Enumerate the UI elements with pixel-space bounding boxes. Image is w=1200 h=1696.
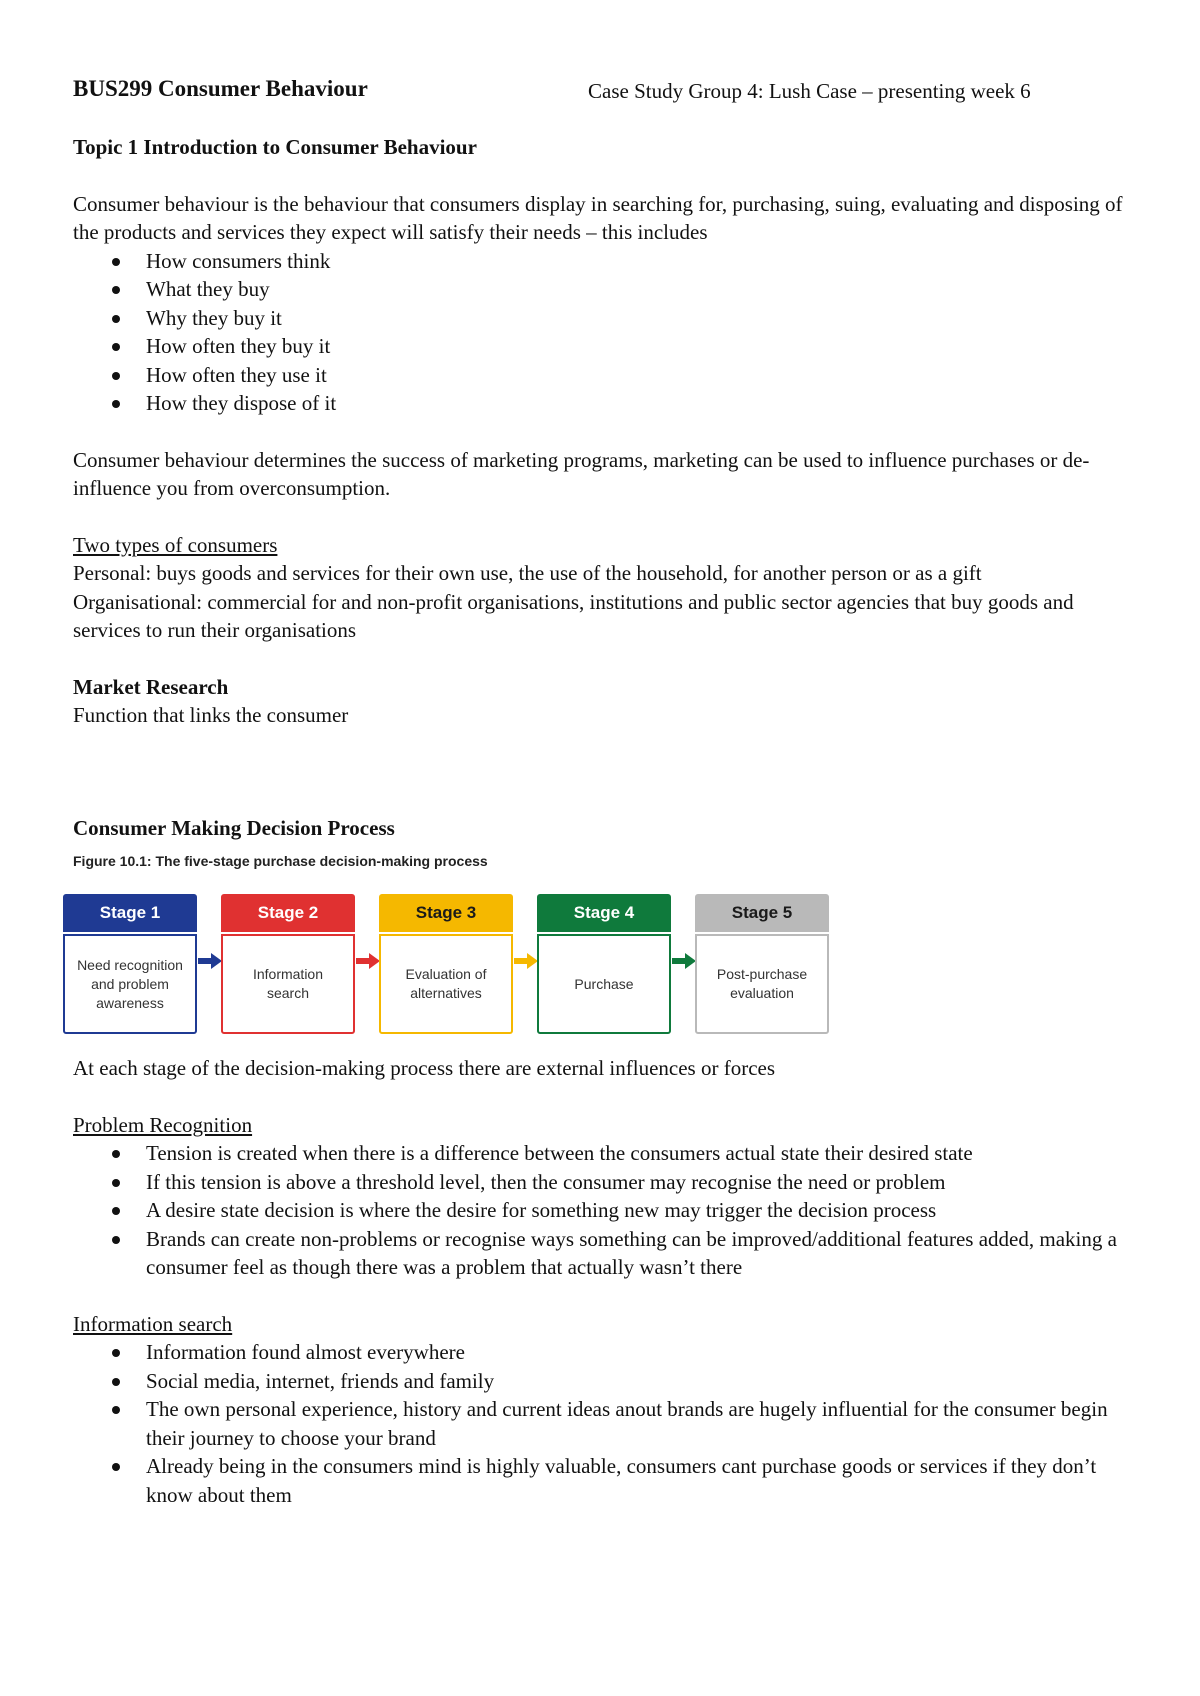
intro-paragraph: Consumer behaviour is the behaviour that consumers display in searching for, purchasing, suing, evaluating and disposing of the products and services they expect will satisfy their needs – this includes — [73, 191, 1123, 244]
list-item: Information found almost everywhere — [73, 1338, 1143, 1367]
list-item: Already being in the consumers mind is highly valuable, consumers cant purchase goods or services if they don’t know about them — [73, 1452, 1143, 1509]
stage-text: Information search — [221, 934, 355, 1034]
case-study-label: Case Study Group 4: Lush Case – presenting week 6 — [588, 79, 1031, 103]
list-item: Social media, internet, friends and family — [73, 1367, 1143, 1396]
information-search-heading: Information search — [73, 1311, 233, 1336]
stage-text: Post-purchase evaluation — [695, 934, 829, 1034]
stage-2 — [221, 894, 355, 1034]
course-title: BUS299 Consumer Behaviour — [73, 76, 368, 101]
stage-4 — [537, 894, 671, 1034]
stage-5 — [695, 894, 829, 1034]
problem-recognition-list — [73, 1139, 1143, 1282]
marketing-paragraph: Consumer behaviour determines the success of marketing programs, marketing can be used to influence purchases or de-influence you from overconsumption. — [73, 447, 1090, 500]
information-search-list — [73, 1338, 1143, 1509]
figure-caption: Figure 10.1: The five-stage purchase decision-making process — [73, 853, 488, 869]
list-item: If this tension is above a threshold level, then the consumer may recognise the need or problem — [73, 1168, 1143, 1197]
decision-process-heading: Consumer Making Decision Process — [73, 815, 395, 840]
consumer-types-heading: Two types of consumers — [73, 532, 278, 557]
list-item: A desire state decision is where the desire for something new may trigger the decision process — [73, 1196, 1143, 1225]
market-research-text: Function that links the consumer — [73, 703, 349, 727]
document-page — [73, 75, 1143, 1509]
problem-recognition-heading: Problem Recognition — [73, 1112, 253, 1137]
list-item: What they buy — [73, 275, 1143, 304]
list-item: Brands can create non-problems or recognise ways something can be improved/additional features added, making a consumer feel as though there was a problem that actually wasn’t there — [73, 1225, 1143, 1282]
personal-consumer-text: Personal: buys goods and services for their own use, the use of the household, for another person or as a gift — [73, 561, 982, 585]
organisational-consumer-text: Organisational: commercial for and non-profit organisations, institutions and public sector agencies that buy goods and services to run their organisations — [73, 589, 1074, 642]
arrow-right-icon — [514, 951, 538, 971]
arrow-right-icon — [672, 951, 696, 971]
arrow-right-icon — [356, 951, 380, 971]
external-influences-note: At each stage of the decision-making process there are external influences or forces — [73, 1056, 776, 1080]
stage-text: Need recognition and problem awareness — [63, 934, 197, 1034]
intro-list — [73, 247, 1143, 418]
list-item: How often they buy it — [73, 332, 1143, 361]
stage-label: Stage 2 — [221, 894, 355, 932]
document-header — [73, 75, 1143, 105]
topic-heading: Topic 1 Introduction to Consumer Behaviour — [73, 135, 477, 159]
list-item: Why they buy it — [73, 304, 1143, 333]
list-item: Tension is created when there is a difference between the consumers actual state their desired state — [73, 1139, 1143, 1168]
stage-label: Stage 5 — [695, 894, 829, 932]
stage-1 — [63, 894, 197, 1034]
list-item: How they dispose of it — [73, 389, 1143, 418]
stage-label: Stage 4 — [537, 894, 671, 932]
list-item: How often they use it — [73, 361, 1143, 390]
market-research-heading: Market Research — [73, 674, 229, 699]
list-item: How consumers think — [73, 247, 1143, 276]
decision-process-figure — [73, 852, 1143, 1052]
arrow-right-icon — [198, 951, 222, 971]
list-item: The own personal experience, history and current ideas anout brands are hugely influential for the consumer begin their journey to choose your brand — [73, 1395, 1143, 1452]
stage-text: Evaluation of alternatives — [379, 934, 513, 1034]
stage-text: Purchase — [537, 934, 671, 1034]
stage-label: Stage 1 — [63, 894, 197, 932]
stage-3 — [379, 894, 513, 1034]
stage-label: Stage 3 — [379, 894, 513, 932]
